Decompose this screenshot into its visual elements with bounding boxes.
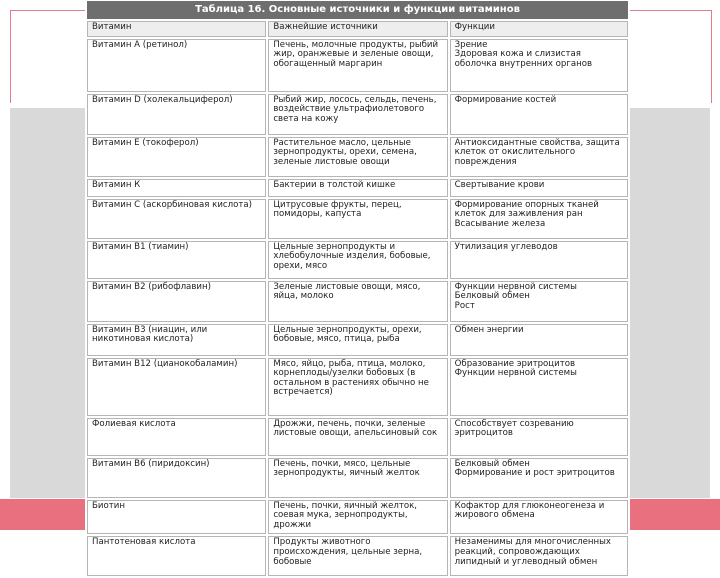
- table-row: [87, 39, 628, 92]
- vitamin-name-cell: Витамин Е (токоферол): [87, 137, 266, 177]
- function-line: Белковый обмен: [454, 458, 530, 469]
- function-line: Рост: [454, 300, 475, 311]
- table-row: [87, 281, 628, 322]
- sources-cell: Цельные зернопродукты и хлебобулочные изделия, бобовые, орехи, мясо: [268, 241, 447, 279]
- function-line: Белковый обмен: [454, 291, 530, 302]
- vitamin-name-cell: Витамин А (ретинол): [87, 39, 266, 92]
- functions-cell: [450, 241, 628, 279]
- sources-cell: Мясо, яйцо, рыба, птица, молоко, корнеплоды/узелки бобовых (в остальном в растениях обычно не встречается): [268, 358, 447, 416]
- function-line: Зрение: [454, 39, 488, 50]
- function-line: клеток для заживления ран: [454, 209, 583, 220]
- vitamin-name-cell: Витамин С (аскорбиновая кислота): [87, 199, 266, 239]
- function-line: Свертывание крови: [454, 179, 545, 190]
- functions-cell: [450, 94, 628, 135]
- table-row: [87, 418, 628, 456]
- table-row: [87, 458, 628, 498]
- table-row: [87, 324, 628, 356]
- vitamin-name-cell: Витамин В12 (цианокобаламин): [87, 358, 266, 416]
- vitamin-name-cell: Витамин В2 (рибофлавин): [87, 281, 266, 322]
- function-line: Кофактор для глюконеогенеза и жирового обмена: [454, 500, 605, 521]
- function-line: Всасывание железа: [454, 218, 546, 229]
- functions-cell: [450, 458, 628, 498]
- sources-cell: Печень, молочные продукты, рыбий жир, оранжевые и зеленые овощи, обогащенный маргарин: [268, 39, 447, 92]
- vitamin-name-cell: Биотин: [87, 500, 266, 535]
- vitamin-name-cell: Фолиевая кислота: [87, 418, 266, 456]
- table-body: [87, 39, 628, 577]
- vitamin-name-cell: Витамин В1 (тиамин): [87, 241, 266, 279]
- function-line: Функции нервной системы: [454, 281, 577, 292]
- vitamin-name-cell: Витамин В6 (пиридоксин): [87, 458, 266, 498]
- column-header-sources: Важнейшие источники: [268, 21, 447, 37]
- function-line: Незаменимы для многочисленных реакций, сопровождающих липидный и углеводный обмен: [454, 537, 611, 567]
- function-line: Формирование опорных тканей: [454, 199, 599, 210]
- sources-cell: Цитрусовые фрукты, перец, помидоры, капуста: [268, 199, 447, 239]
- sources-cell: Дрожжи, печень, почки, зеленые листовые овощи, апельсиновый сок: [268, 418, 447, 456]
- sources-cell: Продукты животного происхождения, цельные зерна, бобовые: [268, 536, 447, 576]
- function-line: Способствует созреванию эритроцитов: [454, 418, 574, 439]
- table-row: [87, 199, 628, 239]
- function-line: Формирование костей: [454, 94, 557, 105]
- sources-cell: Печень, почки, яичный желток, соевая мука, зернопродукты, дрожжи: [268, 500, 447, 535]
- table-row: [87, 94, 628, 135]
- vitamin-table-image: [85, 0, 630, 567]
- function-line: Формирование и рост эритроцитов: [454, 468, 615, 479]
- functions-cell: [450, 199, 628, 239]
- sources-cell: Зеленые листовые овощи, мясо, яйца, молоко: [268, 281, 447, 322]
- column-header-functions: Функции: [450, 21, 628, 37]
- functions-cell: [450, 137, 628, 177]
- vitamin-name-cell: Витамин В3 (ниацин, или никотиновая кислота): [87, 324, 266, 356]
- table-row: [87, 500, 628, 535]
- vitamin-name-cell: Пантотеновая кислота: [87, 536, 266, 576]
- table-row: [87, 358, 628, 416]
- function-line: Здоровая кожа и слизистая оболочка внутренних органов: [454, 49, 593, 69]
- function-line: Функции нервной системы: [454, 368, 577, 379]
- sources-cell: Цельные зернопродукты, орехи, бобовые, мясо, птица, рыба: [268, 324, 447, 356]
- column-header-vitamin: Витамин: [87, 21, 266, 37]
- table-row: [87, 536, 628, 576]
- sources-cell: Растительное масло, цельные зернопродукты, орехи, семена, зеленые листовые овощи: [268, 137, 447, 177]
- table-row: [87, 179, 628, 197]
- functions-cell: [450, 179, 628, 197]
- table-row: [87, 241, 628, 279]
- vitamin-name-cell: Витамин К: [87, 179, 266, 197]
- table-header-row: [87, 21, 628, 37]
- vitamin-table: [85, 19, 630, 578]
- table-title: Таблица 16. Основные источники и функции витаминов: [87, 1, 628, 19]
- vitamin-name-cell: Витамин D (холекальциферол): [87, 94, 266, 135]
- sources-cell: Рыбий жир, лосось, сельдь, печень, воздействие ультрафиолетового света на кожу: [268, 94, 447, 135]
- function-line: Образование эритроцитов: [454, 358, 576, 369]
- sources-cell: Печень, почки, мясо, цельные зернопродукты, яичный желток: [268, 458, 447, 498]
- function-line: Обмен энергии: [454, 324, 524, 335]
- functions-cell: [450, 358, 628, 416]
- function-line: Антиоксидантные свойства, защита клеток от окислительного повреждения: [454, 137, 620, 167]
- table-row: [87, 137, 628, 177]
- functions-cell: [450, 418, 628, 456]
- function-line: Утилизация углеводов: [454, 241, 558, 252]
- functions-cell: [450, 281, 628, 322]
- functions-cell: [450, 500, 628, 535]
- functions-cell: [450, 39, 628, 92]
- functions-cell: [450, 324, 628, 356]
- sources-cell: Бактерии в толстой кишке: [268, 179, 447, 197]
- functions-cell: [450, 536, 628, 576]
